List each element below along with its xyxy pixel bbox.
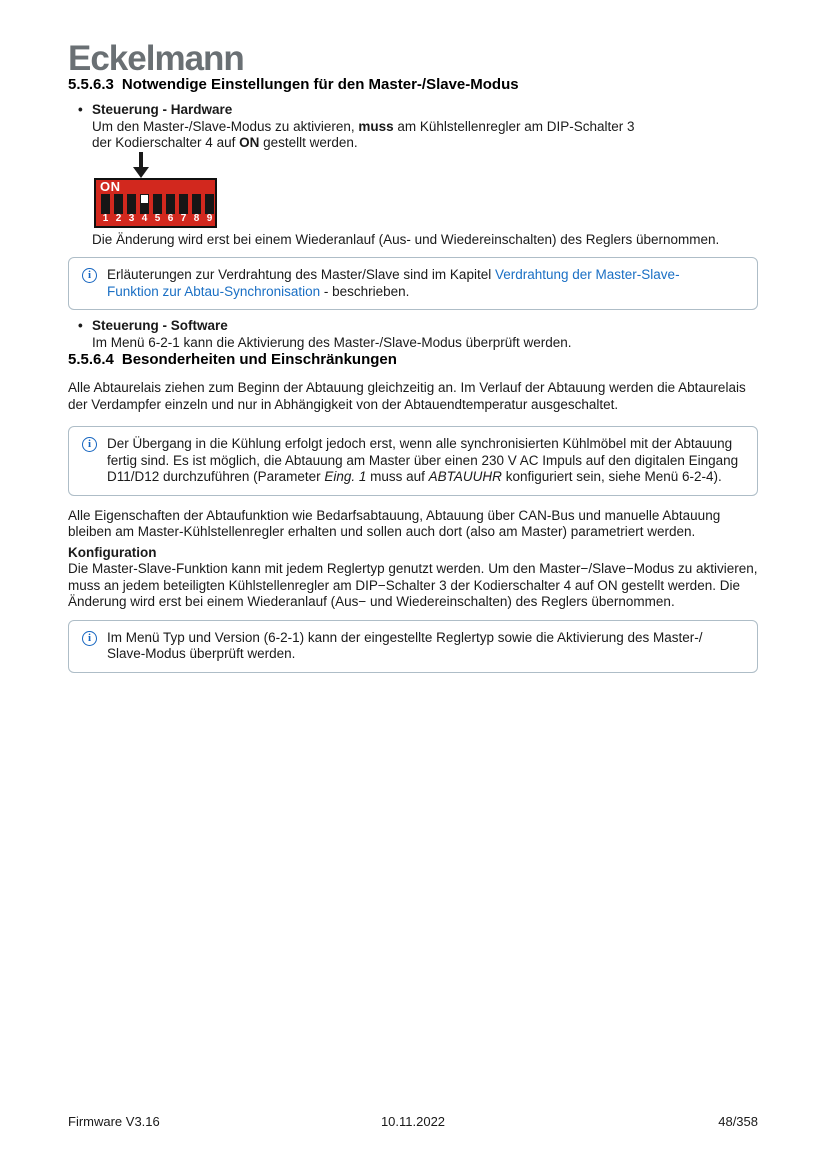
konfiguration-body: Die Master-Slave-Funktion kann mit jedem Reglertyp genutzt werden. Um den Master−/Slave−Modus zu aktivieren, muss an jedem beteiligten Kühlstellenregler am DIP−Schalter 3 der Kodierschalter 4 auf ON gestellt werden. Die Änderung wird erst bei einem Wiederanlauf (Aus− und Wiedereinschalten) des Reglers übernommen. xyxy=(68,561,758,609)
bullet-dot: • xyxy=(78,318,83,333)
konfiguration-title: Konfiguration xyxy=(68,544,157,560)
info-note-text: Der Übergang in die Kühlung erfolgt jedoch erst, wenn alle synchronisierten Kühlmöbel mit der Abtauung fertig sind. Es ist möglich, die Abtauung am Master über einen 230 V AC Impuls auf den digitalen Eingang D11/D12 durchzuführen (Parameter Eing. 1 muss auf ABTAUUHR konfiguriert sein, siehe Menü 6-2-4). xyxy=(107,436,739,484)
dip-slot-6 xyxy=(166,194,175,214)
section-number: 5.5.6.4 xyxy=(68,351,114,368)
dip-slots-row xyxy=(101,194,214,214)
info-icon: i xyxy=(82,268,97,283)
bullet-dot: • xyxy=(78,102,83,117)
dip-on-label: ON xyxy=(100,178,121,194)
dip-slot-1 xyxy=(101,194,110,214)
company-logo: Eckelmann xyxy=(68,39,244,78)
section-number: 5.5.6.3 xyxy=(68,76,114,93)
paragraph-eigenschaften: Alle Eigenschaften der Abtaufunktion wie Bedarfsabtauung, Abtauung über CAN-Bus und manuelle Abtauung bleiben am Master-Kühlstellenregler erhalten und sollen auch dort (also am Master) parametriert werden. xyxy=(68,507,721,539)
arrow-down-icon xyxy=(92,152,758,178)
page-footer xyxy=(68,1114,758,1129)
bullet-title: Steuerung - Software xyxy=(92,318,228,333)
dip-slot-5 xyxy=(153,194,162,214)
dip-slot-4 xyxy=(140,194,149,214)
footer-firmware-version: Firmware V3.16 xyxy=(68,1114,160,1129)
section-title: Notwendige Einstellungen für den Master-/Slave-Modus xyxy=(121,76,519,93)
info-note-text: Im Menü Typ und Version (6-2-1) kann der eingestellte Reglertyp sowie die Aktivierung des Master-/ Slave-Modus überprüft werden. xyxy=(107,629,703,661)
dip-slot-3 xyxy=(127,194,136,214)
dip-slot-4-handle-on xyxy=(141,195,148,203)
section-heading-5564 xyxy=(68,351,758,369)
section-title: Besonderheiten und Einschränkungen xyxy=(121,351,397,368)
footer-page-number: 48/358 xyxy=(718,1114,758,1129)
bullet-body-text: Im Menü 6-2-1 kann die Aktivierung des Master-/Slave-Modus überprüft werden. xyxy=(92,334,572,350)
dip-slot-7 xyxy=(179,194,188,214)
info-icon: i xyxy=(82,437,97,452)
info-icon: i xyxy=(82,631,97,646)
footer-date: 10.11.2022 xyxy=(380,1114,446,1129)
chapter-link[interactable]: Verdrahtung der Master-Slave- Funktion zur Abtau-Synchronisation xyxy=(107,267,680,299)
dip-slot-8 xyxy=(192,194,201,214)
dip-switch-block xyxy=(94,178,217,228)
dip-switch-figure xyxy=(92,152,758,228)
bullet-title: Steuerung - Hardware xyxy=(92,102,233,117)
section-heading-5563 xyxy=(68,76,758,94)
info-note-uebergang xyxy=(68,426,758,496)
bullet-steuerung-software xyxy=(68,318,758,351)
info-note-text: Erläuterungen zur Verdrahtung des Master/Slave sind im Kapitel Verdrahtung der Master-Slave- Funktion zur Abtau-Synchronisation - beschrieben. xyxy=(107,267,680,299)
bullet-steuerung-hardware xyxy=(68,102,758,248)
info-note-menu-typ-version xyxy=(68,620,758,673)
restart-note: Die Änderung wird erst bei einem Wiederanlauf (Aus- und Wiedereinschalten) des Reglers übernommen. xyxy=(92,231,720,247)
paragraph-abtaurelais: Alle Abtaurelais ziehen zum Beginn der Abtauung gleichzeitig an. Im Verlauf der Abtauung werden die Abtaurelais der Verdampfer einzeln und nur in Abhängigkeit von der Abtauendtemperatur ausgeschaltet. xyxy=(68,380,746,412)
dip-slot-2 xyxy=(114,194,123,214)
dip-slot-9 xyxy=(205,194,214,214)
info-note-wiring xyxy=(68,257,758,310)
bullet-line-2: der Kodierschalter 4 auf ON gestellt werden. xyxy=(92,135,358,150)
bullet-line-1: Um den Master-/Slave-Modus zu aktivieren, muss am Kühlstellenregler am DIP-Schalter 3 xyxy=(92,118,635,134)
dip-numbers-row: 1 2 3 4 5 6 7 8 9 xyxy=(102,212,213,224)
